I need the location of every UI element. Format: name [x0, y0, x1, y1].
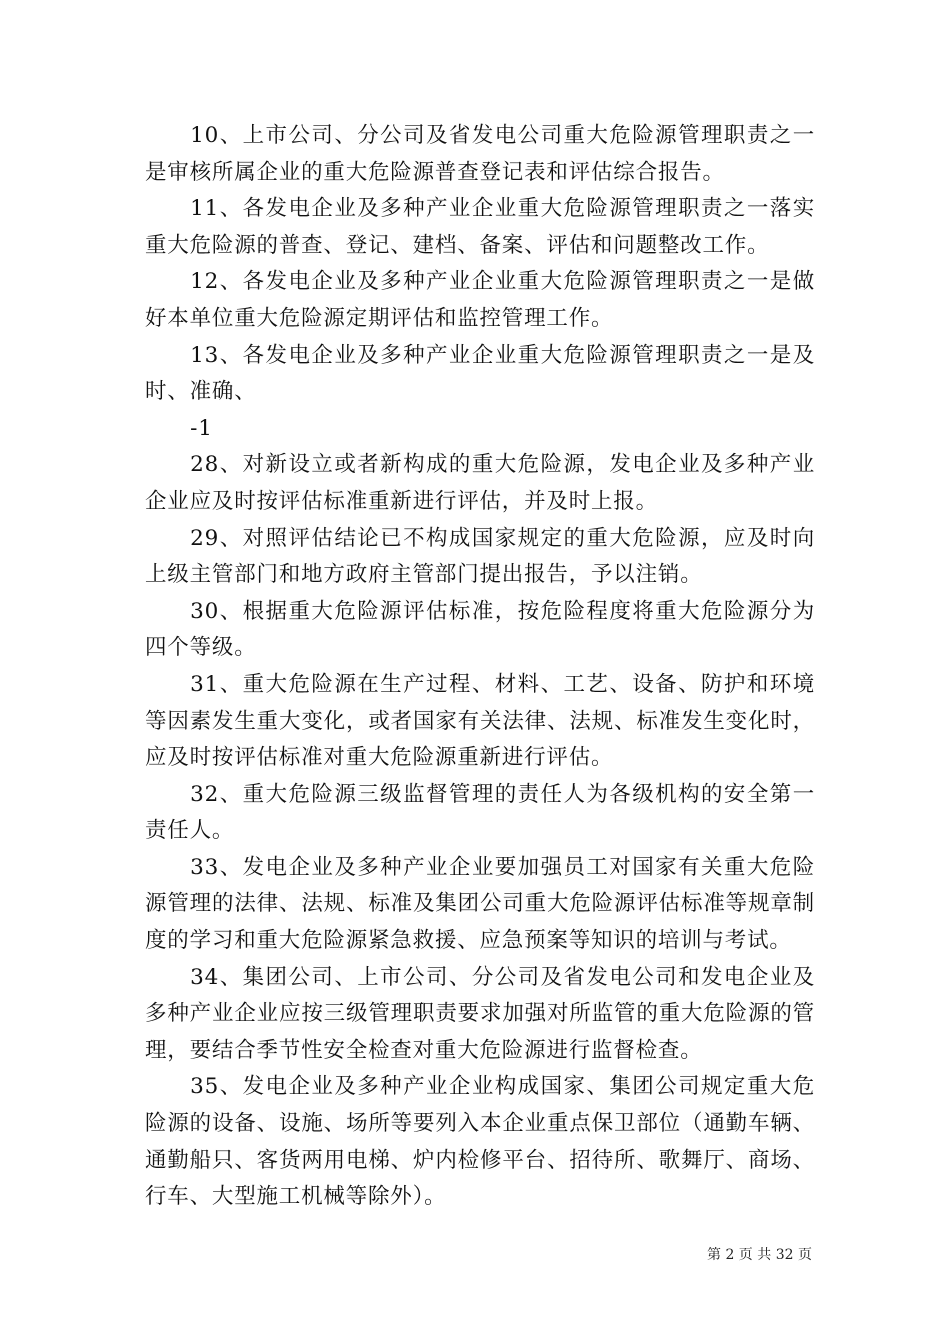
paragraph-28: 28、对新设立或者新构成的重大危险源，发电企业及多种产业企业应及时按评估标准重新进行评估，并及时上报。 — [145, 452, 815, 514]
paragraph-32: 32、重大危险源三级监督管理的责任人为各级机构的安全第一责任人。 — [145, 781, 815, 844]
paragraph-33: 33、发电企业及多种产业企业要加强员工对国家有关重大危险源管理的法律、法规、标准及集团公司重大危险源评估标准等规章制度的学习和重大危险源紧急救援、应急预案等知识的培训与考试。 — [145, 854, 815, 954]
paragraph-35: 35、发电企业及多种产业企业构成国家、集团公司规定重大危险源的设备、设施、场所等要列入本企业重点保卫部位（通勤车辆、通勤船只、客货两用电梯、炉内检修平台、招待所、歌舞厅、商场、行车、大型施工机械等除外）。 — [145, 1074, 815, 1210]
page-number-footer: 第 2 页 共 32 页 — [707, 1247, 812, 1263]
paragraph-30: 30、根据重大危险源评估标准，按危险程度将重大危险源分为四个等级。 — [145, 598, 815, 661]
document-body — [145, 118, 815, 1216]
page-break-marker: -1 — [190, 415, 213, 441]
paragraph-12: 12、各发电企业及多种产业企业重大危险源管理职责之一是做好本单位重大危险源定期评估和监控管理工作。 — [145, 269, 815, 331]
paragraph-34: 34、集团公司、上市公司、分公司及省发电公司和发电企业及多种产业企业应按三级管理职责要求加强对所监管的重大危险源的管理，要结合季节性安全检查对重大危险源进行监督检查。 — [145, 964, 815, 1063]
paragraph-31: 31、重大危险源在生产过程、材料、工艺、设备、防护和环境等因素发生重大变化，或者国家有关法律、法规、标准发生变化时，应及时按评估标准对重大危险源重新进行评估。 — [145, 671, 815, 771]
paragraph-29: 29、对照评估结论已不构成国家规定的重大危险源，应及时向上级主管部门和地方政府主管部门提出报告，予以注销。 — [145, 525, 815, 588]
paragraph-11: 11、各发电企业及多种产业企业重大危险源管理职责之一落实重大危险源的普查、登记、建档、备案、评估和问题整改工作。 — [145, 196, 815, 258]
paragraph-10: 10、上市公司、分公司及省发电公司重大危险源管理职责之一是审核所属企业的重大危险源普查登记表和评估综合报告。 — [145, 123, 815, 185]
paragraph-13: 13、各发电企业及多种产业企业重大危险源管理职责之一是及时、准确、 — [145, 342, 815, 405]
